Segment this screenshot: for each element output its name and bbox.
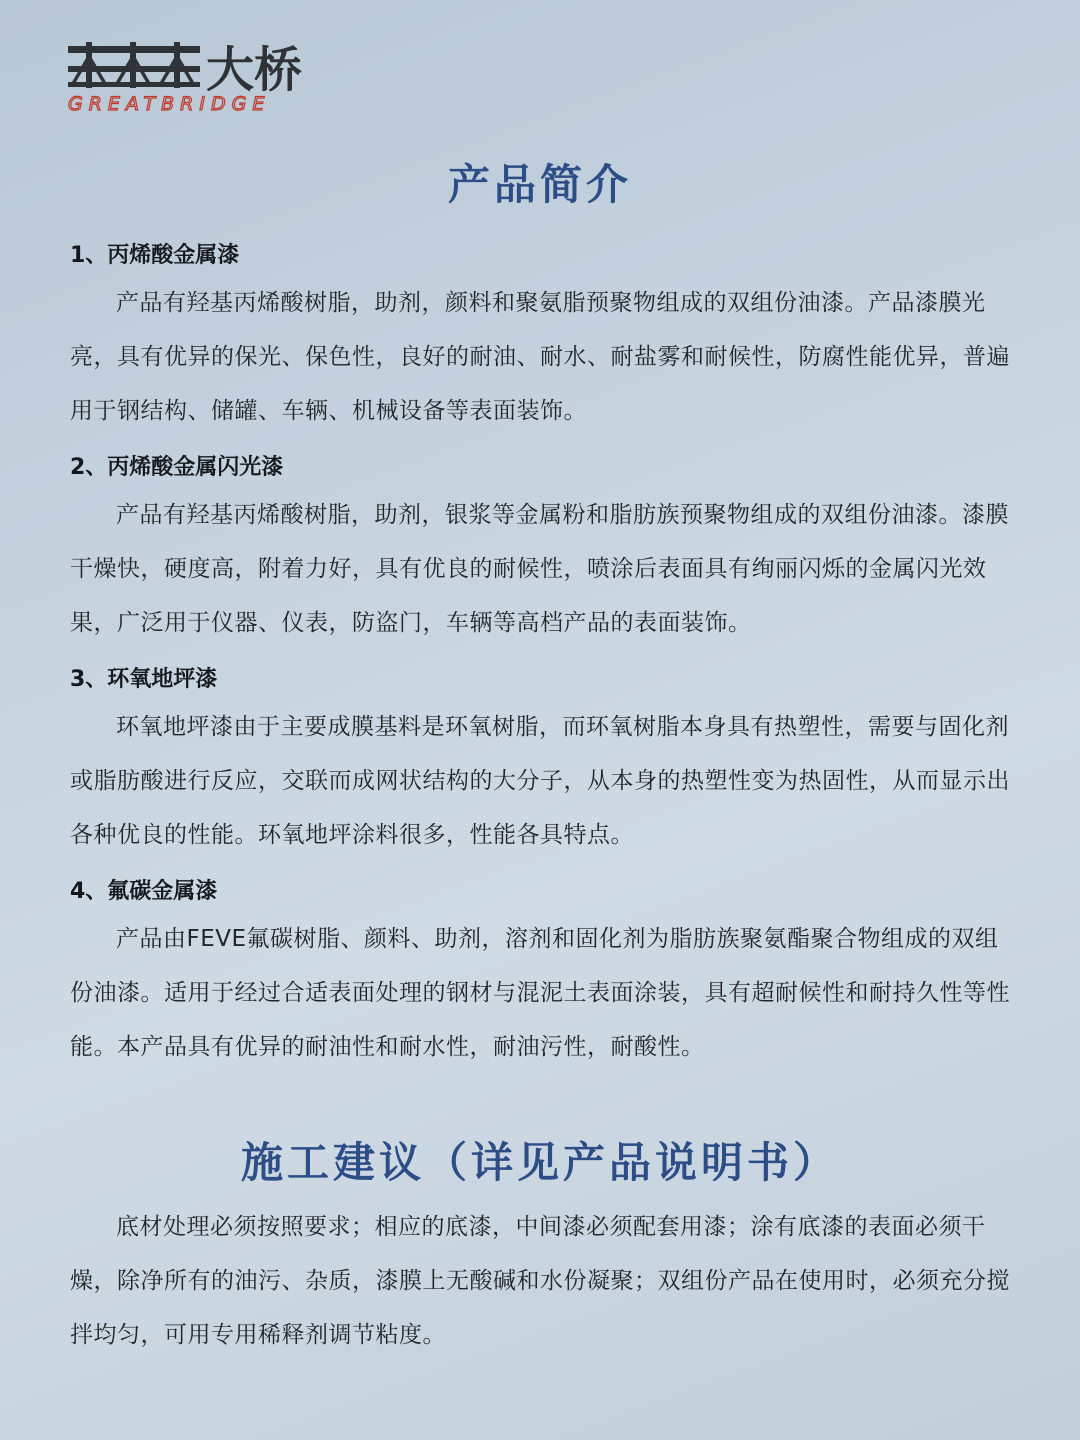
item-4-text: 产品由FEVE氟碳树脂、颜料、助剂，溶剂和固化剂为脂肪族聚氨酯聚合物组成的双组份油漆。适用于经过合适表面处理的钢材与混泥土表面涂装，具有超耐候性和耐持久性等性能。本产品具有优异的耐油性和耐水性，耐油污性，耐酸性。 xyxy=(70,926,1010,1060)
item-3-heading: 3、环氧地坪漆 xyxy=(70,667,218,692)
advice-title: 施工建议（详见产品说明书） xyxy=(240,1138,839,1187)
item-1-text: 产品有羟基丙烯酸树脂，助剂，颜料和聚氨脂预聚物组成的双组份油漆。产品漆膜光亮，具有优异的保光、保色性，良好的耐油、耐水、耐盐雾和耐候性，防腐性能优异，普遍用于钢结构、储罐、车辆、机械设备等表面装饰。 xyxy=(70,290,1010,424)
item-3-text: 环氧地坪漆由于主要成膜基料是环氧树脂，而环氧树脂本身具有热塑性，需要与固化剂或脂肪酸进行反应，交联而成网状结构的大分子，从本身的热塑性变为热固性，从而显示出各种优良的性能。环氧地坪涂料很多，性能各具特点。 xyxy=(70,714,1010,848)
logo-name-cn: 大桥 xyxy=(206,42,303,98)
item-4-heading: 4、氟碳金属漆 xyxy=(70,879,218,904)
item-2-text: 产品有羟基丙烯酸树脂，助剂，银浆等金属粉和脂肪族预聚物组成的双组份油漆。漆膜干燥快，硬度高，附着力好，具有优良的耐候性，喷涂后表面具有绚丽闪烁的金属闪光效果，广泛用于仪器、仪表，防盗门，车辆等高档产品的表面装饰。 xyxy=(70,502,1009,636)
item-1-heading: 1、丙烯酸金属漆 xyxy=(70,243,240,268)
great-bridge-logo xyxy=(66,38,376,114)
logo-name-en: GREATBRIDGE xyxy=(68,93,271,114)
intro-title: 产品简介 xyxy=(447,160,632,209)
advice-text: 底材处理必须按照要求；相应的底漆，中间漆必须配套用漆；涂有底漆的表面必须干燥，除净所有的油污、杂质，漆膜上无酸碱和水份凝聚；双组份产品在使用时，必须充分搅拌均匀，可用专用稀释剂调节粘度。 xyxy=(70,1214,1010,1348)
item-2-heading: 2、丙烯酸金属闪光漆 xyxy=(70,455,284,480)
bridge-logo-icon xyxy=(66,38,376,114)
